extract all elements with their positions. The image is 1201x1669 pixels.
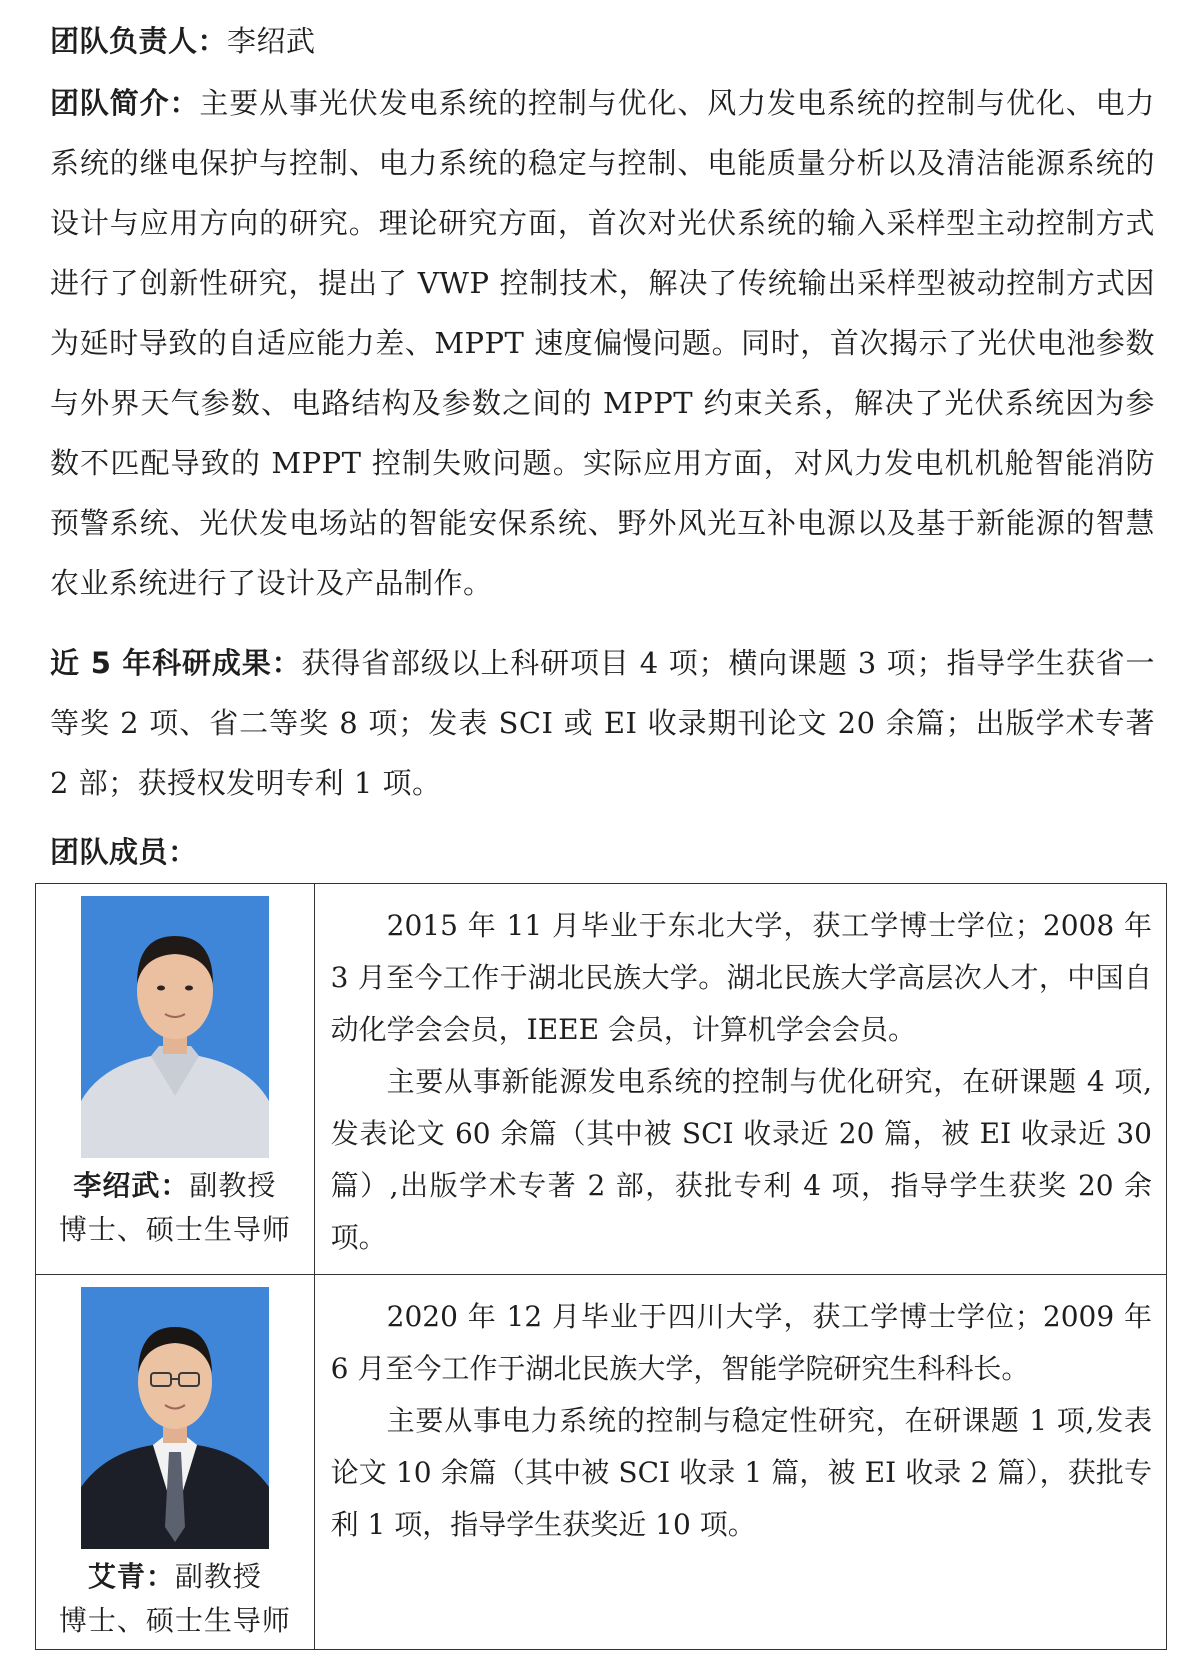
achievements-label: 近 5 年科研成果： (50, 646, 302, 680)
member-title: 副教授 (174, 1560, 262, 1593)
member-photo-cell (36, 1275, 315, 1650)
achievements-text: 获得省部级以上科研项目 4 项；横向课题 3 项；指导学生获省一等奖 2 项、省二等奖 8 项；发表 SCI 或 EI 收录期刊论文 20 余篇；出版学术专著 2 部；获授权发明专利 1 项。 (50, 646, 1155, 800)
member-photo (81, 1287, 269, 1549)
member-caption (36, 1164, 314, 1252)
member-photo (81, 896, 269, 1158)
member-degree: 博士、硕士生导师 (58, 1213, 291, 1246)
team-intro-paragraph (50, 73, 1155, 613)
team-leader-name: 李绍武 (227, 24, 316, 58)
team-leader-line (50, 11, 1155, 71)
member-photo-cell (36, 884, 315, 1275)
member-title: 副教授 (189, 1169, 277, 1202)
member-row (36, 1275, 1167, 1650)
member-name: 艾青： (87, 1560, 175, 1593)
member-bio-cell (314, 884, 1166, 1275)
member-bio-research: 主要从事新能源发电系统的控制与优化研究，在研课题 4 项,发表论文 60 余篇（其中被 SCI 收录近 20 篇，被 EI 收录近 30 篇）,出版学术专著 2 部，获批专利 4 项，指导学生获奖 20 余项。 (330, 1065, 1152, 1254)
member-degree: 博士、硕士生导师 (58, 1604, 291, 1637)
team-members-table (35, 883, 1167, 1650)
member-bio-cell (314, 1275, 1166, 1650)
member-bio-research: 主要从事电力系统的控制与稳定性研究，在研课题 1 项,发表论文 10 余篇（其中被 SCI 收录 1 篇，被 EI 收录 2 篇），获批专利 1 项，指导学生获奖近 10 项。 (330, 1404, 1152, 1541)
member-caption (36, 1555, 314, 1643)
member-bio-education: 2015 年 11 月毕业于东北大学，获工学博士学位；2008 年 3 月至今工作于湖北民族大学。湖北民族大学高层次人才，中国自动化学会会员，IEEE 会员，计算机学会会员。 (330, 909, 1152, 1046)
member-bio (315, 884, 1166, 1274)
team-members-heading (50, 822, 1155, 882)
member-bio (315, 1275, 1166, 1561)
team-intro-label: 团队简介： (50, 86, 200, 120)
achievements-paragraph (50, 633, 1155, 813)
team-intro-text: 主要从事光伏发电系统的控制与优化、风力发电系统的控制与优化、电力系统的继电保护与控制、电力系统的稳定与控制、电能质量分析以及清洁能源系统的设计与应用方向的研究。理论研究方面，首次对光伏系统的输入采样型主动控制方式进行了创新性研究，提出了 VWP 控制技术，解决了传统输出采样型被动控制方式因为延时导致的自适应能力差、MPPT 速度偏慢问题。同时，首次揭示了光伏电池参数与外界天气参数、电路结构及参数之间的 MPPT 约束关系，解决了光伏系统因为参数不匹配导致的 MPPT 控制失败问题。实际应用方面，对风力发电机机舱智能消防预警系统、光伏发电场站的智能安保系统、野外风光互补电源以及基于新能源的智慧农业系统进行了设计及产品制作。 (50, 86, 1155, 600)
team-members-label: 团队成员： (50, 835, 198, 869)
member-bio-education: 2020 年 12 月毕业于四川大学，获工学博士学位；2009 年 6 月至今工作于湖北民族大学，智能学院研究生科科长。 (330, 1300, 1152, 1385)
member-row (36, 884, 1167, 1275)
member-name: 李绍武： (73, 1169, 190, 1202)
team-leader-label: 团队负责人： (50, 24, 228, 58)
